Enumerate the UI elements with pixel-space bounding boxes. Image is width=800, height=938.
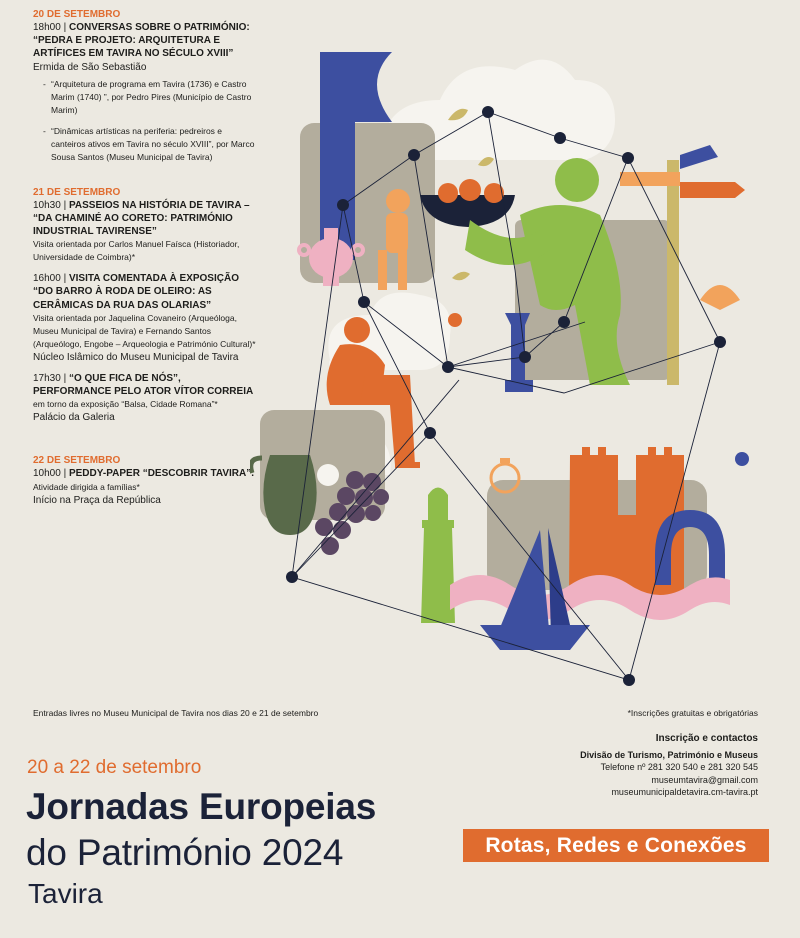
poster-city: Tavira xyxy=(28,878,103,909)
contacts-phone: Telefone nº 281 320 540 e 281 320 545 xyxy=(600,762,758,772)
lighthouse-icon xyxy=(421,488,455,624)
day-date: 21 DE SETEMBRO xyxy=(33,186,121,198)
free-entry-note: Entradas livres no Museu Municipal de Tavira nos dias 20 e 21 de setembro xyxy=(33,708,319,718)
event-time: 10h00 | xyxy=(33,468,67,480)
event-name: “O QUE FICA DE NÓS”, PERFORMANCE PELO ATOR VÍTOR CORREIA xyxy=(33,372,253,398)
event-name: CONVERSAS SOBRE O PATRIMÓNIO: “PEDRA E PROJETO: ARQUITETURA E ARTÍFICES EM TAVIRA NO SÉCULO XVIII” xyxy=(33,22,250,60)
event-time: 10h30 | xyxy=(33,199,67,211)
event-name: PASSEIOS NA HISTÓRIA DE TAVIRA – “DA CHAMINÉ AO CORETO: PATRIMÓNIO INDUSTRIAL TAVIRENSE” xyxy=(33,199,250,238)
poster-title-line2: do Património 2024 xyxy=(26,832,344,873)
event-dates: 20 a 22 de setembro xyxy=(27,757,202,778)
event-name: PEDDY-PAPER “DESCOBRIR TAVIRA”. xyxy=(68,468,254,480)
event-subtitle: em torno da exposição “Balsa, Cidade Romana”* xyxy=(33,399,218,410)
event-title xyxy=(33,199,258,239)
event-name: VISITA COMENTADA À EXPOSIÇÃO “DO BARRO À RODA DE OLEIRO: AS CERÂMICAS DA RUA DAS OLARIAS” xyxy=(33,273,239,311)
contacts-email[interactable]: museumtavira@gmail.com xyxy=(651,774,758,785)
event-title xyxy=(33,372,258,412)
shell-icon xyxy=(700,285,740,310)
poster-title-line1: Jornadas Europeias xyxy=(26,786,377,827)
event-title xyxy=(33,272,258,312)
event-title xyxy=(33,21,258,61)
event-place: Núcleo Islâmico do Museu Municipal de Tavira xyxy=(33,351,239,363)
leaf-icon xyxy=(452,272,470,281)
fruit-icon xyxy=(448,313,462,327)
day-20-section xyxy=(33,8,258,164)
dot-icon xyxy=(735,452,749,466)
day-21-section xyxy=(33,186,258,425)
event-place: Palácio da Galeria xyxy=(33,412,115,424)
talk-item: - “Dinâmicas artísticas na periferia: pedreiros e canteiros ativos em Tavira no século XVIII”, por Marco Sousa Santos (Museu Municipal de Tavira) xyxy=(45,125,258,164)
talk-item: - “Arquitetura de programa em Tavira (1736) e Castro Marim (1740) ”, por Pedro Pires (Município de Castro Marim) xyxy=(45,78,258,117)
contacts-block xyxy=(580,733,758,799)
event-desc: Visita orientada por Carlos Manuel Faísca (Historiador, Universidade de Coimbra)* xyxy=(33,239,240,263)
event-place: Ermida de São Sebastião xyxy=(33,61,147,73)
day-date: 20 DE SETEMBRO xyxy=(33,9,121,20)
event-time: 16h00 | xyxy=(33,273,67,285)
tagline-badge: Rotas, Redes e Conexões xyxy=(463,829,769,862)
event-desc: Visita orientada por Jaquelina Covaneiro (Arqueóloga, Museu Municipal de Tavira) e Fernando Santos (Arqueólogo, Engobe – Arqueologia e Património Cultural)* xyxy=(33,312,256,349)
event-time: 18h00 | xyxy=(33,22,67,33)
contacts-org: Divisão de Turismo, Património e Museus xyxy=(580,749,758,760)
program-column xyxy=(33,8,258,517)
day-22-section xyxy=(33,454,258,506)
event-desc: Atividade dirigida a famílias* xyxy=(33,481,140,492)
day-date: 22 DE SETEMBRO xyxy=(33,455,121,467)
talk-list xyxy=(33,78,258,164)
contacts-website[interactable]: museumunicipaldetavira.cm-tavira.pt xyxy=(611,787,758,797)
event-place: Início na Praça da República xyxy=(33,494,161,506)
event-title xyxy=(33,467,258,480)
heritage-illustration xyxy=(250,40,800,700)
registration-note: *Inscrições gratuitas e obrigatórias xyxy=(627,708,758,718)
event-time: 17h30 | xyxy=(33,372,67,384)
contacts-heading: Inscrição e contactos xyxy=(655,733,758,744)
